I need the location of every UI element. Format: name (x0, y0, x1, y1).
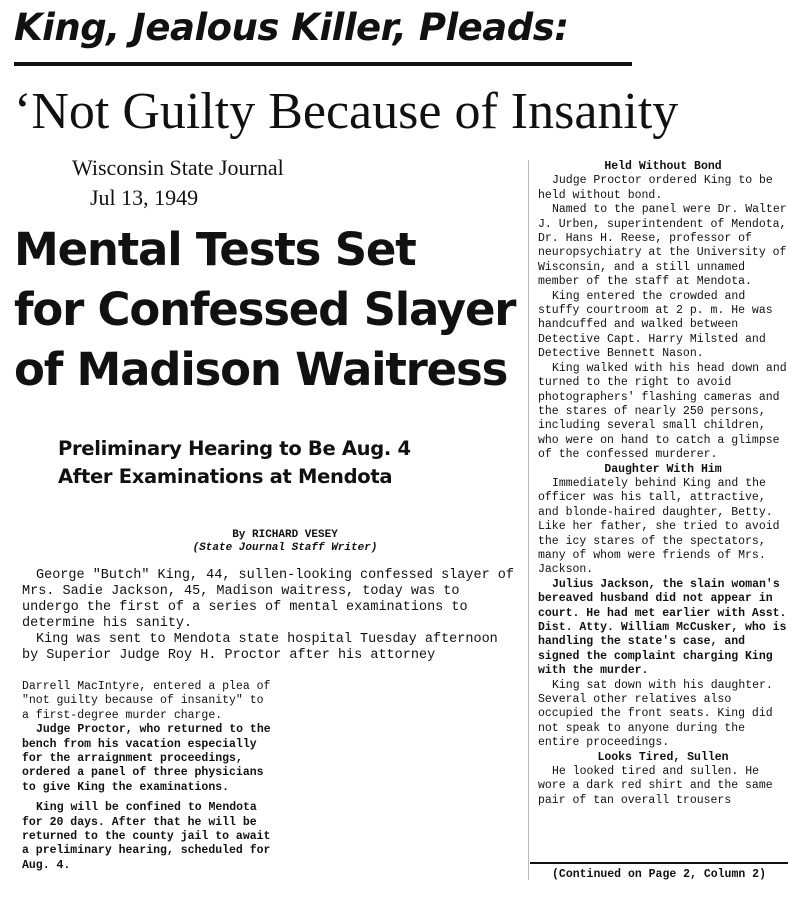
paragraph: Darrell MacIntyre, entered a plea of "not guilty because of insanity" to a first-degree murder charge. (22, 680, 271, 722)
main-headline-line: Mental Tests Set (14, 223, 416, 276)
paragraph: Named to the panel were Dr. Walter J. Urben, superintendent of Mendota, Dr. Hans H. Reese, professor of neuropsychiatry at the University of Wisconsin, and a still unnamed member of the staff at Mendota. (538, 203, 787, 289)
paragraph: King walked with his head down and turned to the right to avoid photographers' flashing cameras and the stares of nearly 250 persons, including several small children, who were on hand to catch a glimpse of the confessed murderer. (538, 361, 787, 462)
subheadline (58, 435, 518, 491)
section-subhead: Daughter With Him (604, 462, 722, 476)
lead-paragraphs (22, 568, 520, 664)
subheadline-line: After Examinations at Mendota (58, 465, 393, 488)
section-subhead: Held Without Bond (604, 160, 722, 173)
main-headline-line: for Confessed Slayer (14, 283, 516, 336)
lead-paragraph: George "Butch" King, 44, sullen-looking confessed slayer of Mrs. Sadie Jackson, 45, Madison waitress, today was to undergo the first of a series of mental examinations to determine his sanity. (22, 568, 514, 631)
paragraph-bold: Julius Jackson, the slain woman's bereaved husband did not appear in court. He had met earlier with Asst. Dist. Atty. William McCusker, who is handling the state's case, and signed the complaint charging King with the murder. (538, 577, 787, 678)
deck-headline: ‘Not Guilty Because of Insanity (14, 83, 679, 140)
source-publication: Wisconsin State Journal (72, 155, 284, 180)
main-headline (14, 220, 524, 400)
paragraph-bold: Judge Proctor, who returned to the bench from his vacation especially for the arraignment proceedings, ordered a panel of three physicians to give King the examinations. (22, 723, 271, 794)
left-column (22, 680, 274, 873)
byline (170, 529, 400, 555)
paragraph: King sat down with his daughter. Several other relatives also occupied the front seats. King did not speak to anyone during the entire proceedings. (538, 678, 773, 750)
continued-notice: (Continued on Page 2, Column 2) (530, 862, 788, 881)
subheadline-line: Preliminary Hearing to Be Aug. 4 (58, 437, 411, 460)
lead-paragraph: King was sent to Mendota state hospital Tuesday afternoon by Superior Judge Roy H. Proctor after his attorney (22, 632, 498, 663)
paragraph: King entered the crowded and stuffy courtroom at 2 p. m. He was handcuffed and walked between Detective Capt. Harry Milsted and Detective Bennett Nason. (538, 289, 773, 361)
paragraph: Judge Proctor ordered King to be held without bond. (538, 174, 773, 202)
kicker-underline (14, 62, 632, 66)
source-date: Jul 13, 1949 (90, 185, 199, 210)
section-subhead: Looks Tired, Sullen (597, 750, 729, 764)
right-column (538, 160, 788, 808)
paragraph: He looked tired and sullen. He wore a dark red shirt and the same pair of tan overall trousers (538, 765, 773, 807)
main-headline-line: of Madison Waitress (14, 343, 508, 396)
paragraph-bold: King will be confined to Mendota for 20 days. After that he will be returned to the county jail to await a preliminary hearing, scheduled for Aug. 4. (22, 801, 271, 872)
column-divider (528, 160, 529, 880)
byline-author: By RICHARD VESEY (232, 529, 338, 541)
byline-title: (State Journal Staff Writer) (192, 542, 378, 554)
kicker-headline: King, Jealous Killer, Pleads: (14, 6, 569, 49)
paragraph: Immediately behind King and the officer was his tall, attractive, and blonde-haired daughter, Betty. Like her father, she tried to avoid the icy stares of the spectators, many of whom were friends of Mrs. Jackson. (538, 476, 780, 577)
